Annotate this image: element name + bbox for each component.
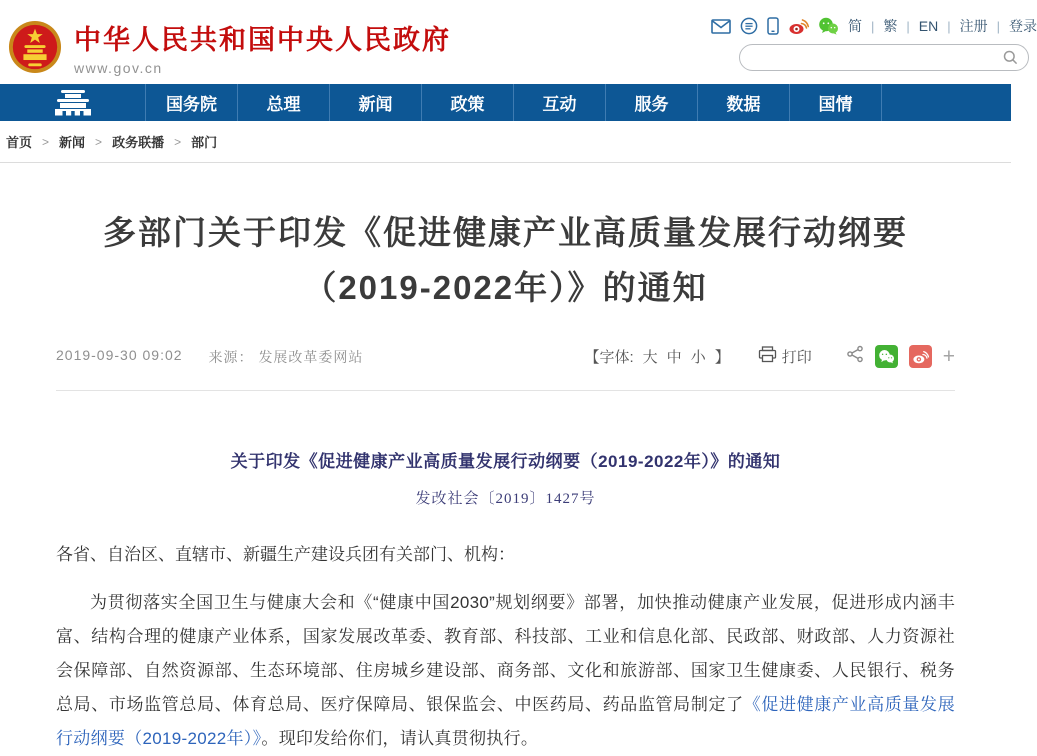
message-icon[interactable] bbox=[740, 17, 758, 35]
salutation-paragraph: 各省、自治区、直辖市、新疆生产建设兵团有关部门、机构： bbox=[56, 545, 515, 564]
article-meta bbox=[56, 347, 363, 367]
search-icon[interactable] bbox=[1003, 50, 1028, 65]
share-icon[interactable] bbox=[846, 345, 864, 368]
font-size-large[interactable]: 大 bbox=[642, 349, 658, 366]
chevron-right-icon: > bbox=[95, 134, 103, 149]
national-emblem-icon bbox=[8, 20, 62, 74]
breadcrumb-news[interactable]: 新闻 bbox=[59, 135, 86, 150]
nav-filler bbox=[881, 84, 1011, 121]
share-group bbox=[846, 345, 955, 368]
share-weibo-icon[interactable] bbox=[909, 345, 932, 368]
site-brand[interactable] bbox=[0, 0, 451, 84]
action-outline-link[interactable]: 《促进健康产业高质量发展行动纲要（2019-2022年）》 bbox=[56, 695, 955, 748]
source-value[interactable]: 发展改革委网站 bbox=[258, 348, 364, 365]
nav-item-state-council[interactable]: 国务院 bbox=[145, 84, 237, 121]
separator: | bbox=[947, 18, 951, 34]
print-label: 打印 bbox=[781, 349, 812, 366]
share-wechat-icon[interactable] bbox=[875, 345, 898, 368]
search-input[interactable] bbox=[740, 46, 1003, 69]
mail-icon[interactable] bbox=[711, 19, 731, 34]
brand-text bbox=[74, 18, 451, 76]
nav-item-services[interactable]: 服务 bbox=[605, 84, 697, 121]
site-url: www.gov.cn bbox=[74, 60, 163, 76]
font-size-label-open: 【字体: bbox=[584, 349, 634, 366]
breadcrumb bbox=[0, 121, 1011, 163]
publish-datetime: 2019-09-30 09:02 bbox=[56, 346, 183, 363]
body-text-before-link: 为贯彻落实全国卫生与健康大会和《“健康中国2030”规划纲要》部署，加快推动健康产业发展，促进形成内涵丰富、结构合理的健康产业体系，国家发展改革委、教育部、科技部、工业和信息化部、民政部、财政部、人力资源社会保障部、自然资源部、生态环境部、住房城乡建设部、商务部、文化和旅游部、国家卫生健康委、人民银行、税务总局、市场监管总局、体育总局、医疗保障局、银保监会、中医药局、药品监管局制定了 bbox=[56, 593, 955, 714]
article-main bbox=[0, 205, 1011, 756]
font-size-label-close: 】 bbox=[714, 349, 730, 366]
document-title: 关于印发《促进健康产业高质量发展行动纲要（2019-2022年）》的通知 bbox=[230, 452, 781, 471]
breadcrumb-departments[interactable]: 部门 bbox=[191, 135, 218, 150]
site-header bbox=[0, 0, 1037, 84]
nav-item-interaction[interactable]: 互动 bbox=[513, 84, 605, 121]
nav-item-data[interactable]: 数据 bbox=[697, 84, 789, 121]
login-link[interactable]: 登录 bbox=[1009, 18, 1037, 34]
body-text-after-link: 。现印发给你们，请认真贯彻执行。 bbox=[261, 729, 539, 748]
nav-item-news[interactable]: 新闻 bbox=[329, 84, 421, 121]
article-body bbox=[56, 447, 955, 756]
font-size-small[interactable]: 小 bbox=[690, 349, 706, 366]
print-button[interactable] bbox=[758, 346, 812, 367]
breadcrumb-gov-broadcast[interactable]: 政务联播 bbox=[112, 135, 165, 150]
document-number: 发改社会〔2019〕1427号 bbox=[415, 491, 596, 507]
article-toolbar bbox=[584, 345, 955, 368]
lang-english[interactable]: EN bbox=[918, 18, 939, 34]
chevron-right-icon: > bbox=[42, 134, 50, 149]
wechat-icon[interactable] bbox=[818, 17, 839, 35]
main-nav bbox=[0, 84, 1011, 121]
lang-simplified[interactable]: 简 bbox=[848, 18, 862, 34]
source-label: 来源： bbox=[208, 348, 254, 365]
quick-links-row bbox=[711, 0, 1037, 36]
separator: | bbox=[906, 18, 910, 34]
article-meta-row bbox=[56, 345, 955, 391]
home-gate-icon[interactable] bbox=[0, 84, 145, 121]
breadcrumb-home[interactable]: 首页 bbox=[6, 135, 33, 150]
more-share-button[interactable]: + bbox=[942, 345, 955, 368]
header-utilities bbox=[711, 0, 1037, 36]
register-link[interactable]: 注册 bbox=[959, 18, 988, 34]
weibo-icon[interactable] bbox=[788, 17, 809, 35]
nav-item-about-china[interactable]: 国情 bbox=[789, 84, 881, 121]
font-size-control bbox=[584, 346, 729, 367]
page-title bbox=[56, 205, 955, 315]
page-title-line1: 多部门关于印发《促进健康产业高质量发展行动纲要 bbox=[103, 214, 908, 251]
chevron-right-icon: > bbox=[174, 134, 182, 149]
printer-icon bbox=[758, 346, 777, 367]
page-title-line2: （2019-2022年）》的通知 bbox=[303, 269, 708, 306]
mobile-icon[interactable] bbox=[767, 17, 779, 35]
separator: | bbox=[871, 18, 875, 34]
lang-traditional[interactable]: 繁 bbox=[883, 18, 898, 34]
site-title: 中华人民共和国中央人民政府 bbox=[74, 25, 451, 55]
body-paragraph bbox=[56, 586, 955, 756]
source bbox=[209, 347, 364, 367]
nav-item-policies[interactable]: 政策 bbox=[421, 84, 513, 121]
font-size-medium[interactable]: 中 bbox=[666, 349, 682, 366]
separator: | bbox=[996, 18, 1001, 34]
search-box bbox=[739, 44, 1029, 71]
nav-item-premier[interactable]: 总理 bbox=[237, 84, 329, 121]
